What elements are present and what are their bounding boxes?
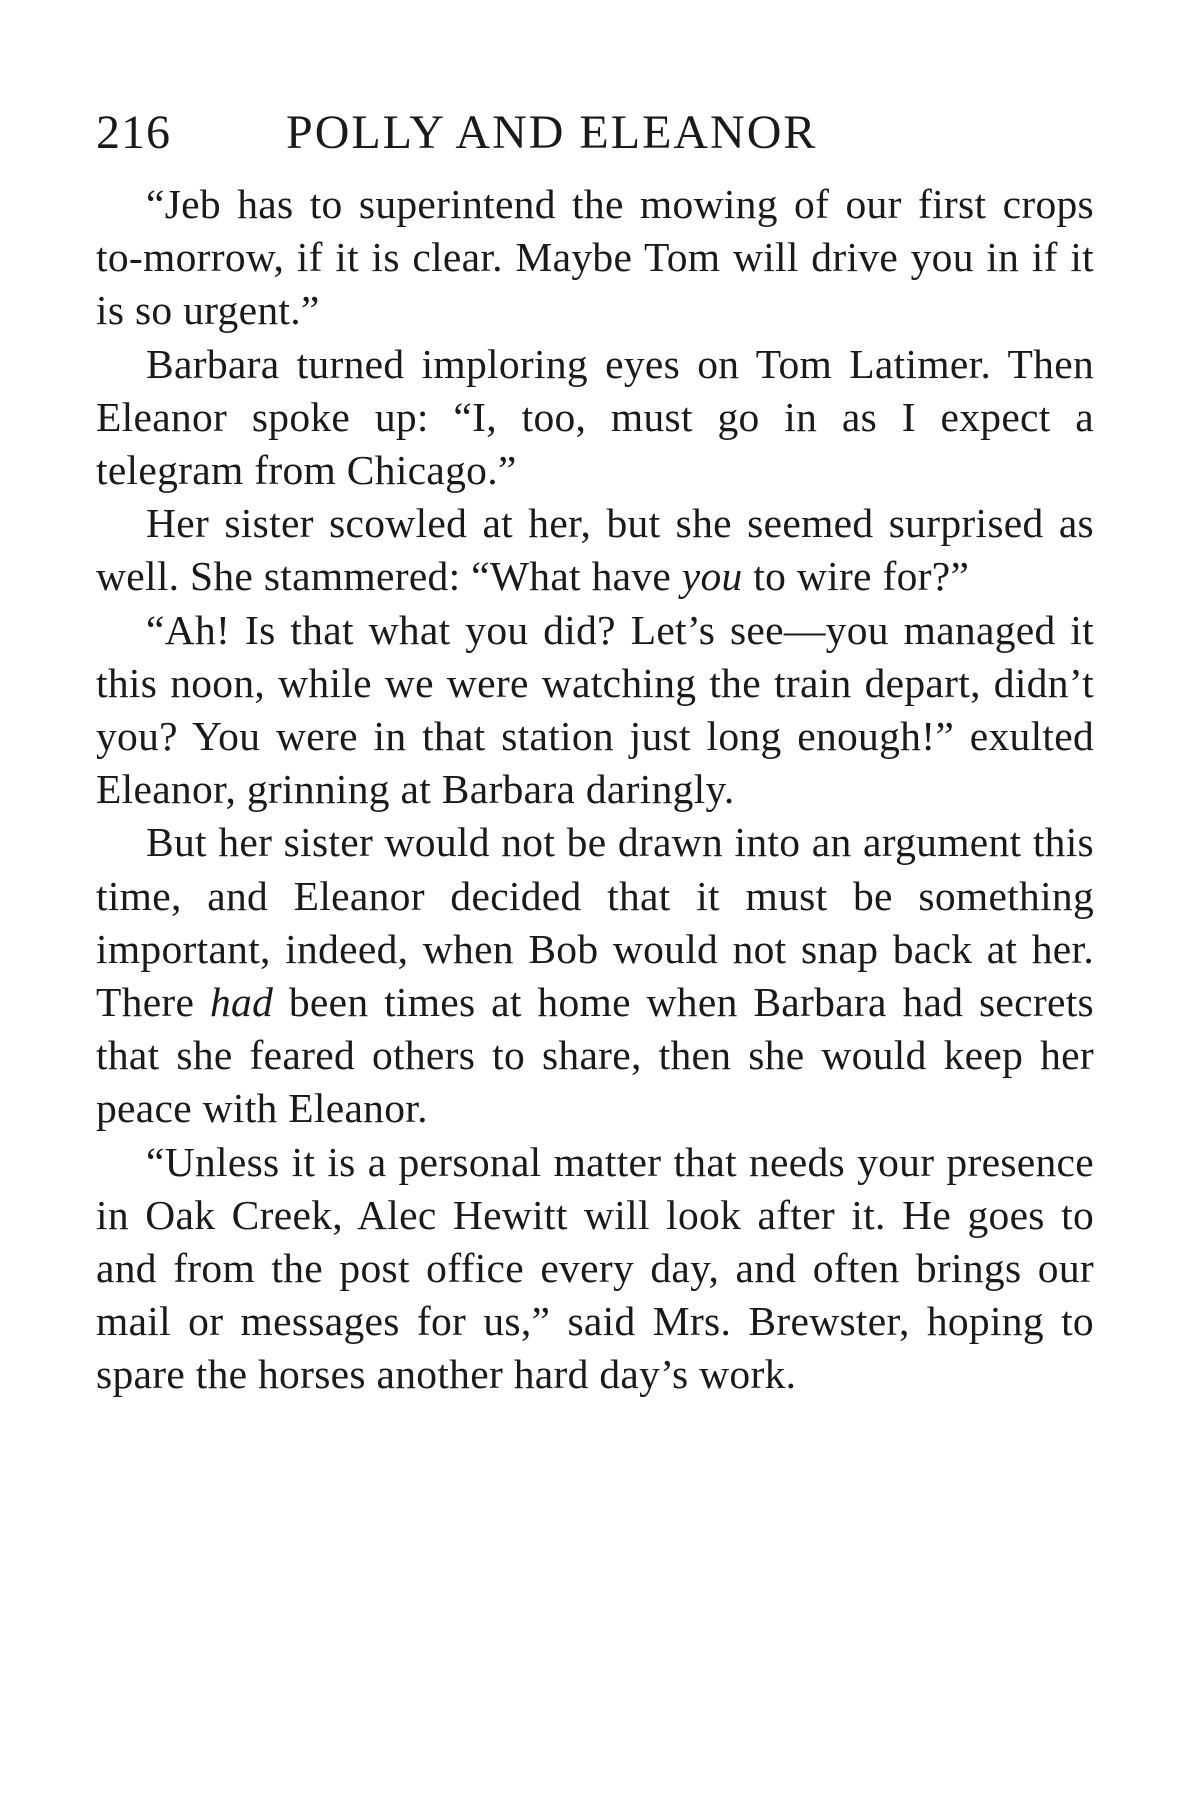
text-run: “Unless it is a personal matter that needs your presence in Oak Creek, Alec Hewitt will look after it. He goes to and from the post office every day, and often brings our mail or messages for us,” said Mrs. Brewster, hoping to spare the horses another hard day’s work. [96,1138,1094,1398]
paragraph [96,338,1094,498]
running-head [96,105,1094,160]
paragraph [96,497,1094,603]
text-run: “Ah! Is that what you did? Let’s see—you managed it this noon, while we were watching the train depart, didn’t you? You were in that station just long enough!” exulted Eleanor, grinning at Barbara daringly. [96,606,1094,813]
text-run: to wire for?” [742,553,970,600]
page-number: 216 [96,106,171,159]
text-run: Her sister scowled at her, but she seemed surprised as well. She stammered: “What have [96,500,1094,600]
text-run: “Jeb has to superintend the mowing of our first crops to-morrow, if it is clear. Maybe Tom will drive you in if it is so urgent.” [96,181,1094,334]
text-run: been times at home when Barbara had secrets that she feared others to share, then she would keep her peace with Eleanor. [96,979,1094,1132]
paragraph [96,178,1094,338]
text-run: Barbara turned imploring eyes on Tom Latimer. Then Eleanor spoke up: “I, too, must go in as I expect a telegram from Chicago.” [96,340,1094,494]
text-run: But her sister would not be drawn into an argument this time, and Eleanor decided that it must be something important, indeed, when Bob would not snap back at her. There [96,819,1094,1026]
body-text [96,178,1094,1402]
paragraph [96,816,1094,1135]
italic-text: had [209,979,274,1026]
paragraph [96,1136,1094,1402]
book-page [96,105,1094,1402]
italic-text: you [681,553,743,600]
paragraph [96,604,1094,817]
book-title: POLLY AND ELEANOR [286,106,818,159]
